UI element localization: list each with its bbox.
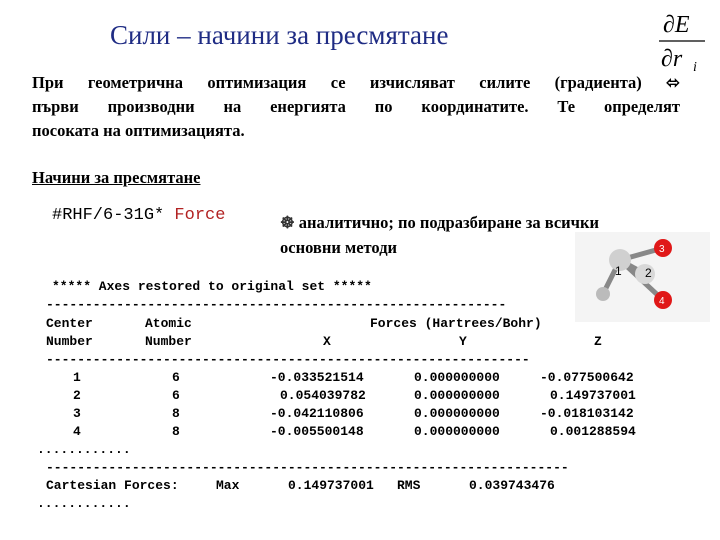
row-atomic: 6 [172,370,180,385]
row-center: 1 [73,370,81,385]
atom-label-3: 3 [659,244,665,255]
route-command-text: #RHF/6-31G* [52,206,165,225]
intro-line-1: При геометрична оптимизация се изчисляват силите (градиента) ⬄ [32,73,680,92]
row-x: -0.005500148 [270,424,364,439]
intro-line-2: първи производни на енергията по координатите. Те определят [32,97,680,116]
row-y: 0.000000000 [414,370,500,385]
row-center: 4 [73,424,81,439]
gear-icon: ☸ [280,213,295,232]
max-label: Max [216,478,240,493]
formula-denominator: ∂r [661,46,683,72]
row-y: 0.000000000 [414,406,500,421]
cartesian-forces-label: Cartesian Forces: [46,478,179,493]
ellipsis: ............ [37,442,131,457]
header-z: Z [594,334,602,349]
method-note-line-2: основни методи [280,238,398,257]
row-x: 0.054039782 [280,388,366,403]
row-z: 0.149737001 [550,388,636,403]
methods-heading: Начини за пресмятане [32,168,201,187]
header-x: X [323,334,331,349]
atom-label-4: 4 [659,296,665,307]
row-center: 3 [73,406,81,421]
rms-label: RMS [397,478,421,493]
method-note [280,210,599,260]
dash-line-1: ----------------------------------------------------------- [46,297,507,312]
formula-numerator: ∂E [663,12,690,38]
dash-line-3: ------------------------------------------------------------------- [46,460,569,475]
row-center: 2 [73,388,81,403]
intro-line-3: посоката на оптимизацията. [32,121,245,140]
row-y: 0.000000000 [414,424,500,439]
molecule-image [575,232,710,322]
page-title: Сили – начини за пресмятане [110,20,449,50]
header-atomic: Atomic [145,316,192,331]
atom-label-1: 1 [615,264,622,278]
row-atomic: 8 [172,424,180,439]
row-x: -0.033521514 [270,370,364,385]
header-number-2: Number [145,334,192,349]
header-number-1: Number [46,334,93,349]
formula-subscript: i [693,60,697,75]
axes-restored-line: ***** Axes restored to original set ***** [52,279,372,294]
dash-line-2: -------------------------------------------------------------- [46,352,530,367]
header-y: Y [459,334,467,349]
max-value: 0.149737001 [288,478,374,493]
method-note-line-1: аналитично; по подразбиране за всички [298,213,599,232]
route-command [52,206,225,225]
atom-label-2: 2 [645,266,652,280]
row-z: -0.018103142 [540,406,634,421]
intro-paragraph [32,71,680,143]
row-z: 0.001288594 [550,424,636,439]
row-atomic: 6 [172,388,180,403]
header-forces: Forces (Hartrees/Bohr) [370,316,542,331]
row-z: -0.077500642 [540,370,634,385]
header-center: Center [46,316,93,331]
ellipsis-2: ............ [37,496,131,511]
force-keyword: Force [174,206,226,225]
row-x: -0.042110806 [270,406,364,421]
rms-value: 0.039743476 [469,478,555,493]
row-atomic: 8 [172,406,180,421]
gradient-formula [655,6,715,76]
row-y: 0.000000000 [414,388,500,403]
